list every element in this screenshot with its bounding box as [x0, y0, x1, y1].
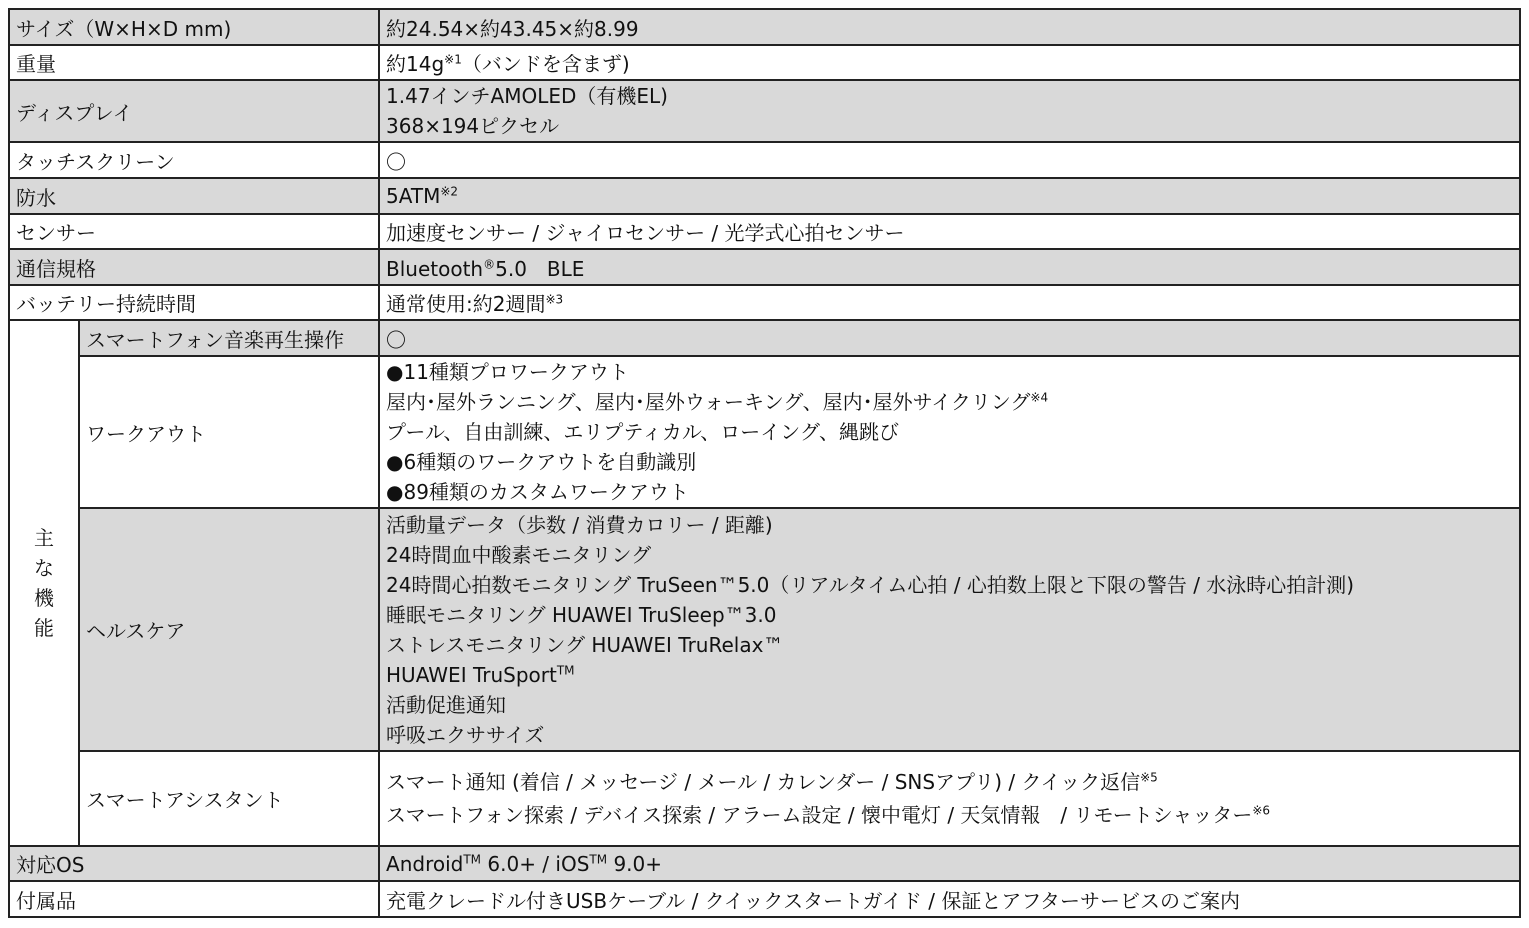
value-tail: 5.0 BLE [495, 256, 585, 281]
table-row [9, 249, 1520, 285]
category-char: な [34, 556, 54, 580]
value-line: 屋内･屋外ランニング、屋内･屋外ウォーキング、屋内･屋外サイクリング$^{※4}$ [386, 390, 1049, 414]
value-line: ●11種類プロワークアウト [386, 360, 629, 384]
feature-value [379, 356, 1520, 508]
value-line: 活動促進通知 [386, 692, 507, 717]
table-row [9, 285, 1520, 320]
feature-label: スマートフォン音楽再生操作 [79, 320, 379, 356]
table-row [9, 356, 1520, 508]
feature-value: 〇 [379, 320, 1520, 356]
value-line: スマート通知 (着信 / メッセージ / メール / カレンダー / SNSアプリ) / クイック返信$^{※5}$ [386, 769, 1158, 794]
registered-mark: ® [483, 256, 496, 271]
row-label: 防水 [9, 178, 379, 214]
value-text: Bluetooth [386, 256, 484, 281]
value-line: 1.47インチAMOLED（有機EL) [386, 84, 668, 108]
value-line: 24時間血中酸素モニタリング [386, 542, 652, 567]
value-text: 通常使用:約2週間 [386, 292, 546, 316]
row-label: サイズ（W×H×D mm) [9, 9, 379, 45]
row-label: バッテリー持続時間 [9, 285, 379, 320]
row-value [379, 80, 1520, 142]
row-value [379, 178, 1520, 214]
row-value [379, 285, 1520, 320]
row-value [379, 249, 1520, 285]
table-row [9, 9, 1520, 45]
category-char: 機 [34, 586, 54, 610]
feature-value [379, 751, 1520, 846]
table-row [9, 751, 1520, 846]
row-label: タッチスクリーン [9, 142, 379, 178]
category-char: 能 [34, 616, 54, 640]
row-label: ディスプレイ [9, 80, 379, 142]
row-value: Android™ 6.0+ / iOS™ 9.0+ [379, 846, 1520, 881]
feature-label: スマートアシスタント [79, 751, 379, 846]
value-line: スマートフォン探索 / デバイス探索 / アラーム設定 / 懐中電灯 / 天気情報 / リモートシャッター$^{※6}$ [386, 802, 1271, 827]
category-cell [9, 320, 79, 846]
footnote-mark: ※4 [1030, 390, 1049, 405]
value-line: 368×194ピクセル [386, 114, 560, 138]
row-value: 約24.54×約43.45×約8.99 [379, 9, 1520, 45]
footnote-mark: ※2 [440, 184, 459, 199]
feature-label: ワークアウト [79, 356, 379, 508]
value-line: 活動量データ（歩数 / 消費カロリー / 距離) [386, 512, 773, 537]
row-label: 付属品 [9, 881, 379, 917]
table-row [9, 80, 1520, 142]
row-label: センサー [9, 214, 379, 249]
row-value: 〇 [379, 142, 1520, 178]
table-row [9, 45, 1520, 80]
value-text: 約14g [386, 52, 445, 76]
row-label: 重量 [9, 45, 379, 80]
row-value: 加速度センサー / ジャイロセンサー / 光学式心拍センサー [379, 214, 1520, 249]
value-tail: （バンドを含まず) [461, 52, 630, 76]
feature-value [379, 508, 1520, 751]
value-line: 睡眠モニタリング HUAWEI TruSleep™3.0 [386, 602, 777, 627]
value-line: 24時間心拍数モニタリング TruSeen™5.0（リアルタイム心拍 / 心拍数上限と下限の警告 / 水泳時心拍計測) [386, 572, 1355, 597]
trademark-mark: TM [463, 851, 482, 866]
spec-table [8, 8, 1521, 918]
value-line: 呼吸エクササイズ [386, 722, 545, 747]
footnote-mark: ※1 [444, 52, 462, 67]
value-line: ストレスモニタリング HUAWEI TruRelax™ [386, 632, 784, 657]
value-line: ●89種類のカスタムワークアウト [386, 480, 689, 504]
value-line: ●6種類のワークアウトを自動識別 [386, 450, 697, 474]
table-row [9, 142, 1520, 178]
value-line: プール、自由訓練、エリプティカル、ローイング、縄跳び [386, 420, 900, 444]
table-row [9, 214, 1520, 249]
value-line: HUAWEI TruSport™ [386, 662, 575, 687]
feature-label: ヘルスケア [79, 508, 379, 751]
row-label: 通信規格 [9, 249, 379, 285]
table-row [9, 320, 1520, 356]
row-value [379, 45, 1520, 80]
trademark-mark: TM [589, 851, 608, 866]
table-row [9, 178, 1520, 214]
value-text: 5ATM [386, 184, 441, 208]
row-value: 充電クレードル付きUSBケーブル / クイックスタートガイド / 保証とアフターサービスのご案内 [379, 881, 1520, 917]
table-row [9, 508, 1520, 751]
footnote-mark: ※3 [545, 292, 564, 307]
trademark-mark: TM [556, 662, 575, 677]
row-label: 対応OS [9, 846, 379, 881]
table-row [9, 846, 1520, 881]
category-char: 主 [34, 526, 54, 550]
table-row [9, 881, 1520, 917]
footnote-mark: ※6 [1252, 802, 1271, 817]
footnote-mark: ※5 [1140, 769, 1158, 784]
